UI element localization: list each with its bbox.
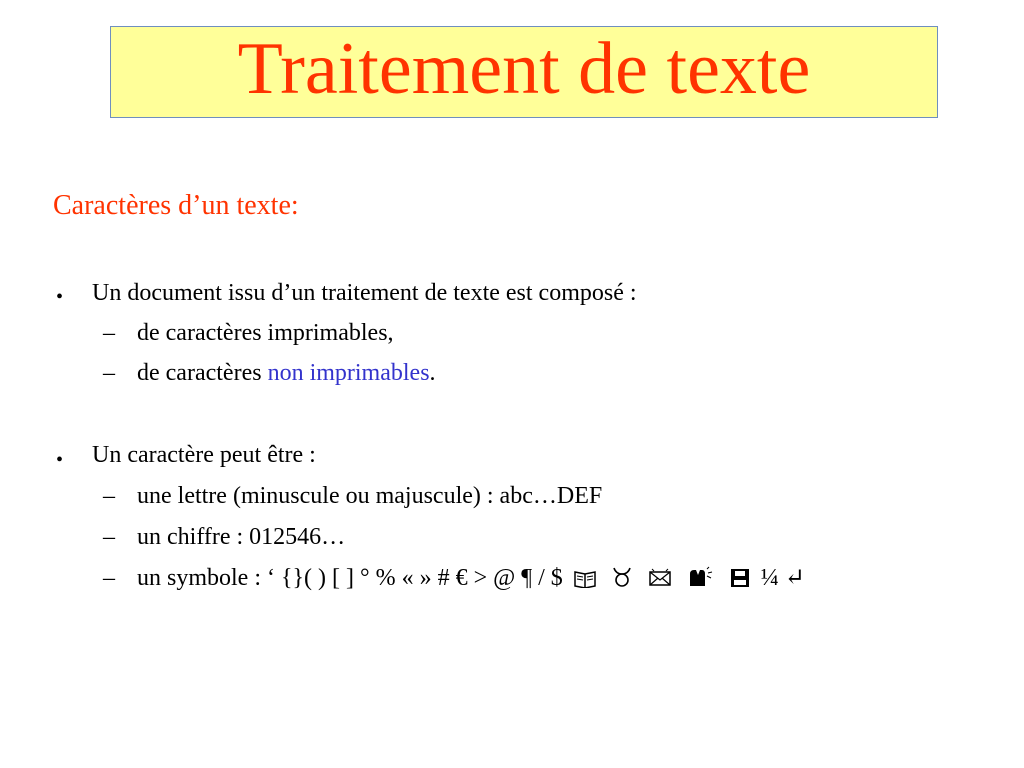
floppy-disk-icon [730, 568, 750, 596]
envelope-icon [648, 568, 672, 596]
dash-marker: – [103, 565, 115, 591]
symbols-text: un symbole : ‘ {}( ) [ ] ° % « » # € > @ ¶ / $ [137, 565, 563, 591]
bullet-marker: • [56, 449, 64, 471]
dash-marker: – [103, 524, 115, 550]
open-book-icon [574, 568, 596, 596]
bullet-marker: • [56, 286, 64, 308]
bullet-1-text: Un document issu d’un traitement de texte est composé : [92, 280, 637, 306]
dash-marker: – [103, 320, 115, 346]
bullet-2-text: Un caractère peut être : [92, 442, 316, 468]
reading-glasses-icon [688, 566, 714, 596]
dash-marker: – [103, 360, 115, 386]
list-item: un chiffre : 012546… [137, 524, 346, 550]
title-box [110, 26, 938, 118]
symbols-tail: ¼ ↵ [760, 565, 805, 591]
item-suffix: . [429, 360, 436, 386]
dash-marker: – [103, 483, 115, 509]
item-prefix: de caractères [137, 360, 268, 386]
section-subtitle: Caractères d’un texte: [53, 190, 299, 221]
list-item [137, 360, 436, 388]
highlighted-term: non imprimables [267, 360, 430, 386]
list-item: de caractères imprimables, [137, 320, 394, 346]
page-title: Traitement de texte [237, 28, 811, 110]
list-item: une lettre (minuscule ou majuscule) : abc…DEF [137, 483, 603, 509]
list-item [137, 565, 805, 596]
taurus-sign-icon [612, 566, 632, 596]
